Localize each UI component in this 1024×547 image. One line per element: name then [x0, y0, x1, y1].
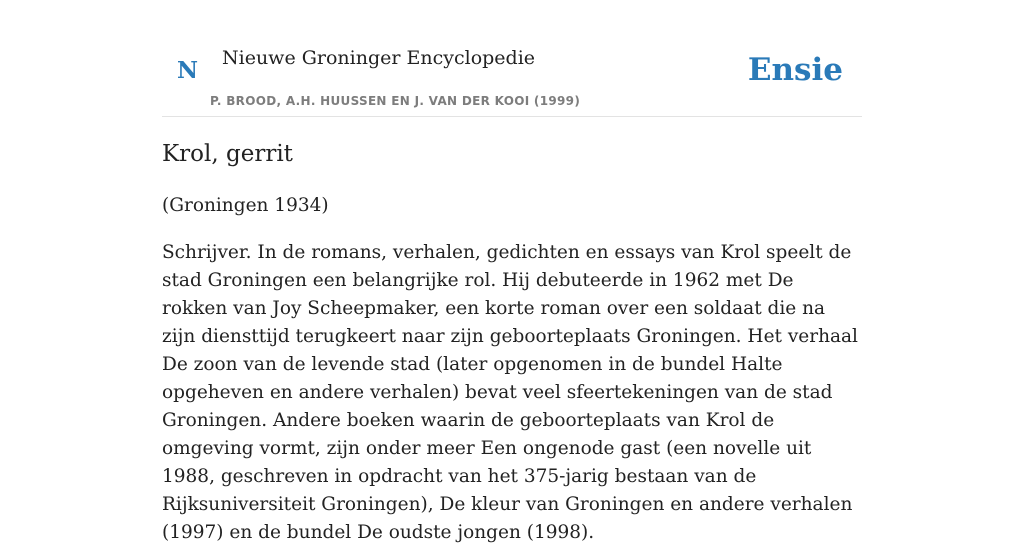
article-title: Krol, gerrit	[162, 141, 293, 167]
article-lifespan: (Groningen 1934)	[162, 195, 329, 216]
article	[162, 138, 862, 547]
source-title-link[interactable]: Nieuwe Groninger Encyclopedie	[222, 47, 536, 69]
source-authors: P. BROOD, A.H. HUUSSEN EN J. VAN DER KOOI (1999)	[210, 94, 581, 108]
article-body: Schrijver. In de romans, verhalen, gedichten en essays van Krol speelt de stad Groningen een belangrijke rol. Hij debuteerde in 1962 met De rokken van Joy Scheepmaker, een korte roman over een soldaat die na zijn diensttijd terugkeert naar zijn geboorteplaats Groningen. Het verhaal De zoon van de levende stad (later opgenomen in de bundel Halte opgeheven en andere verhalen) bevat veel sfeertekeningen van de stad Groningen. Andere boeken waarin de geboorteplaats van Krol de omgeving vormt, zijn onder meer Een ongenode gast (een novelle uit 1988, geschreven in opdracht van het 375-jarig bestaan van de Rijksuniversiteit Groningen), De kleur van Groningen en andere verhalen (1997) en de bundel De oudste jongen (1998).	[162, 242, 858, 543]
ensie-logo-link[interactable]: Ensie	[747, 52, 843, 88]
source-logo[interactable]: N	[177, 57, 199, 84]
source-header	[162, 0, 862, 117]
